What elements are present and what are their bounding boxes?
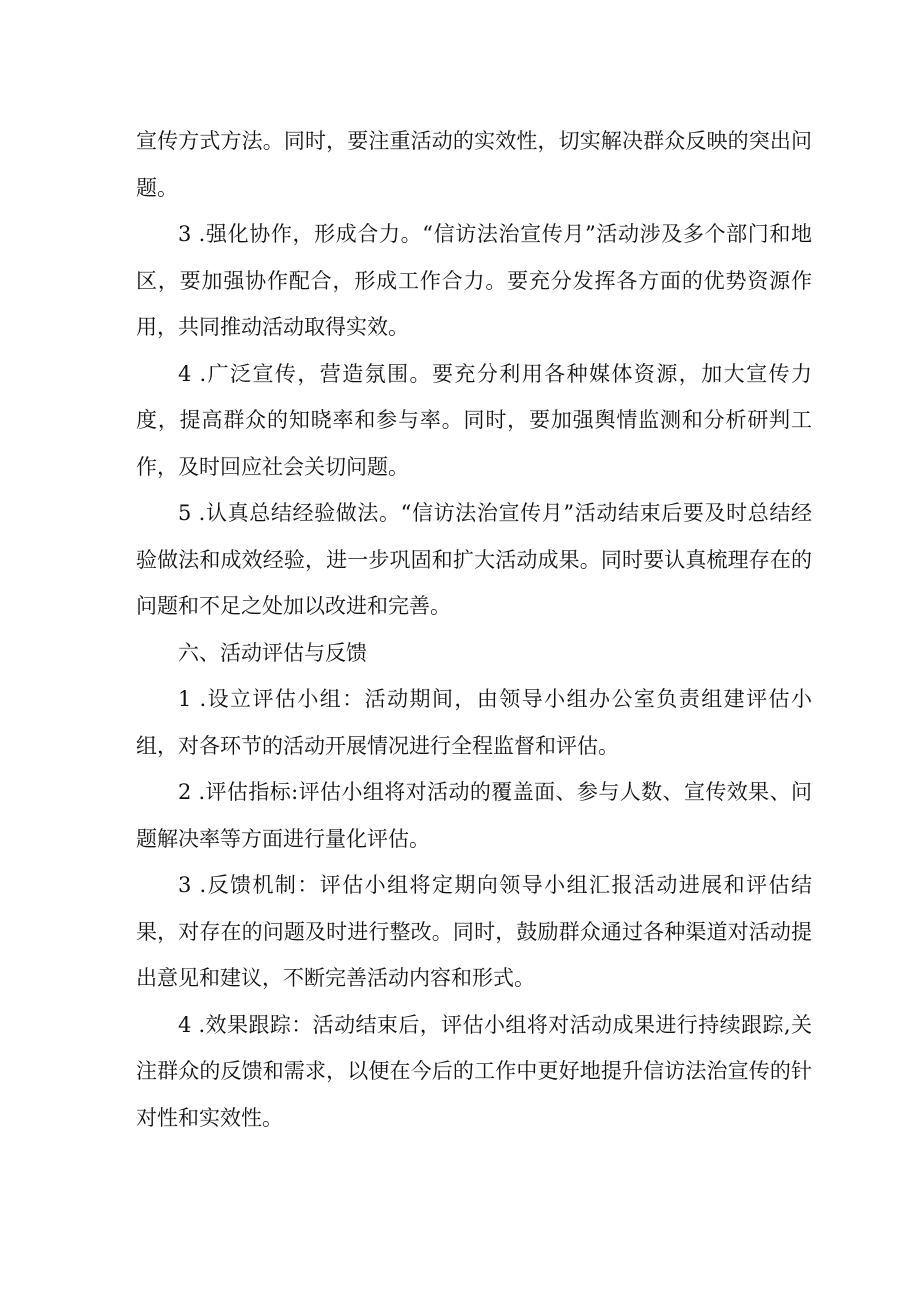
section-heading-evaluation: 六、活动评估与反馈: [178, 640, 367, 665]
paragraph-eval-3-feedback: 3 .反馈机制：评估小组将定期向领导小组汇报活动进展和评估结果，对存在的问题及时进行整改。同时，鼓励群众通过各种渠道对活动提出意见和建议，不断完善活动内容和形式。: [136, 873, 812, 990]
paragraph-eval-1-group: 1 .设立评估小组：活动期间，由领导小组办公室负责组建评估小组，对各环节的活动开展情况进行全程监督和评估。: [136, 687, 812, 758]
paragraph-continuation: 宣传方式方法。同时，要注重活动的实效性，切实解决群众反映的突出问题。: [136, 129, 812, 200]
paragraph-eval-4-tracking: 4 .效果跟踪：活动结束后，评估小组将对活动成果进行持续跟踪,关注群众的反馈和需求，以便在今后的工作中更好地提升信访法治宣传的针对性和实效性。: [136, 1012, 812, 1130]
paragraph-eval-2-indicators: 2 .评估指标:评估小组将对活动的覆盖面、参与人数、宣传效果、问题解决率等方面进行量化评估。: [136, 780, 812, 851]
document-body: [136, 118, 812, 1141]
paragraph-item-4-publicity: 4 .广泛宣传，营造氛围。要充分利用各种媒体资源，加大宣传力度，提高群众的知晓率和参与率。同时，要加强舆情监测和分析研判工作，及时回应社会关切问题。: [136, 361, 812, 479]
paragraph-item-3-collaboration: 3 .强化协作，形成合力。“信访法治宣传月”活动涉及多个部门和地区，要加强协作配合，形成工作合力。要充分发挥各方面的优势资源作用，共同推动活动取得实效。: [136, 222, 812, 339]
paragraph-item-5-summary: 5 .认真总结经验做法。“信访法治宣传月”活动结束后要及时总结经验做法和成效经验，进一步巩固和扩大活动成果。同时要认真梳理存在的问题和不足之处加以改进和完善。: [136, 501, 812, 618]
